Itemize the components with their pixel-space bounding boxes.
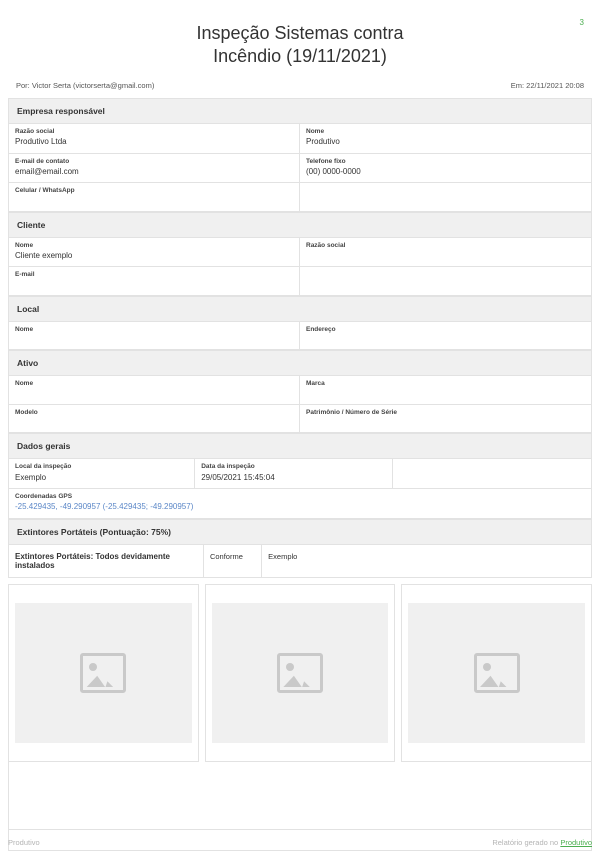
- page-number: 3: [579, 18, 584, 27]
- page-title-line2: Incêndio (19/11/2021): [213, 45, 387, 66]
- field-razao-social-label: Razão social: [15, 128, 55, 135]
- section-heading-dados-gerais: Dados gerais: [8, 433, 592, 459]
- photo-inner-3: [408, 603, 585, 743]
- field-cliente-email: [9, 267, 300, 294]
- extintores-item-label: Extintores Portáteis: Todos devidamente instalados: [9, 545, 204, 577]
- report-meta: [8, 67, 592, 90]
- field-ativo-patrimonio-value: [306, 417, 585, 427]
- extintores-photo-row: [8, 578, 592, 762]
- section-heading-extintores: Extintores Portáteis (Pontuação: 75%): [8, 519, 592, 545]
- dados-gerais-row-1: [8, 459, 592, 489]
- field-coordenadas-gps: [8, 489, 592, 520]
- field-cliente-razao-social: [300, 238, 591, 267]
- field-cliente-nome: [9, 238, 300, 267]
- field-celular-whatsapp-label: Celular / WhatsApp: [15, 187, 75, 195]
- page-title: [135, 0, 465, 67]
- field-cliente-email-label: E-mail: [15, 271, 35, 279]
- photo-placeholder-1: [8, 584, 199, 762]
- footer-brand: Produtivo: [8, 838, 40, 847]
- extintores-item-row: [8, 545, 592, 578]
- field-local-inspecao: [9, 459, 195, 488]
- empresa-row-3: [8, 183, 592, 211]
- ativo-row-1: [8, 376, 592, 404]
- cliente-empty-cell: [300, 267, 591, 294]
- field-telefone-fixo-value: (00) 0000-0000: [306, 167, 361, 177]
- field-ativo-marca-value: [306, 389, 585, 399]
- cliente-row-2: [8, 267, 592, 295]
- footer-credit-link[interactable]: Produtivo: [560, 838, 592, 847]
- empresa-empty-cell: [300, 183, 591, 210]
- field-email-contato: [9, 154, 300, 183]
- field-celular-whatsapp-value: [15, 196, 293, 206]
- field-data-inspecao-value: 29/05/2021 15:45:04: [201, 472, 275, 482]
- field-coordenadas-gps-value[interactable]: -25.429435, -49.290957 (-25.429435; -49.290957): [15, 502, 194, 512]
- field-cliente-nome-value: Cliente exemplo: [15, 251, 73, 261]
- field-local-inspecao-value: Exemplo: [15, 472, 47, 482]
- photo-inner-2: [212, 603, 389, 743]
- field-ativo-marca: [300, 376, 591, 403]
- empresa-row-1: [8, 124, 592, 154]
- page-footer: [8, 829, 592, 847]
- field-coordenadas-gps-label: Coordenadas GPS: [15, 492, 73, 500]
- extintores-item-note: Exemplo: [268, 552, 298, 562]
- extintores-item-status: Conforme: [204, 545, 262, 577]
- cliente-row-1: [8, 238, 592, 268]
- field-telefone-fixo-label: Telefone fixo: [306, 157, 346, 165]
- field-nome-empresa: [300, 124, 591, 153]
- field-data-inspecao-label: Data da inspeção: [201, 463, 255, 471]
- field-dados-gerais-extra: [393, 459, 591, 488]
- field-ativo-nome: [9, 376, 300, 403]
- section-heading-local: Local: [8, 296, 592, 322]
- field-cliente-nome-label: Nome: [15, 241, 34, 249]
- image-placeholder-icon: [474, 653, 520, 693]
- field-ativo-modelo-value: [15, 417, 293, 427]
- field-ativo-marca-label: Marca: [306, 380, 325, 388]
- footer-credit: [492, 838, 592, 847]
- report-date: Em: 22/11/2021 20:08: [510, 81, 584, 90]
- page-title-line1: Inspeção Sistemas contra: [196, 23, 404, 43]
- field-nome-empresa-label: Nome: [306, 128, 325, 135]
- section-heading-empresa: Empresa responsável: [8, 98, 592, 124]
- field-ativo-nome-value: [15, 389, 293, 399]
- field-email-contato-value: email@email.com: [15, 167, 79, 177]
- photo-inner-1: [15, 603, 192, 743]
- section-heading-cliente: Cliente: [8, 212, 592, 238]
- image-placeholder-icon: [80, 653, 126, 693]
- field-local-nome: [9, 322, 300, 349]
- local-row-1: [8, 322, 592, 350]
- field-data-inspecao: [195, 459, 393, 488]
- photo-placeholder-2: [205, 584, 396, 762]
- field-razao-social-value: Produtivo Ltda: [15, 137, 67, 147]
- field-local-nome-value: [15, 334, 293, 344]
- field-ativo-patrimonio-label: Patrimônio / Número de Série: [306, 408, 398, 416]
- field-local-endereco-value: [306, 334, 585, 344]
- field-email-contato-label: E-mail de contato: [15, 157, 70, 165]
- field-local-inspecao-label: Local da inspeção: [15, 463, 72, 471]
- image-placeholder-icon: [277, 653, 323, 693]
- field-local-nome-label: Nome: [15, 325, 34, 333]
- field-cliente-razao-social-label: Razão social: [306, 241, 346, 249]
- field-telefone-fixo: [300, 154, 591, 183]
- field-ativo-nome-label: Nome: [15, 380, 34, 388]
- empresa-row-2: [8, 154, 592, 184]
- field-dados-gerais-extra-value: [399, 463, 585, 473]
- report-author: Por: Victor Serta (victorserta@gmail.com): [16, 81, 155, 90]
- field-celular-whatsapp: [9, 183, 300, 210]
- field-nome-empresa-value: Produtivo: [306, 137, 340, 147]
- photo-placeholder-3: [401, 584, 592, 762]
- field-cliente-email-value: [15, 280, 293, 290]
- field-cliente-razao-social-value: [306, 250, 585, 260]
- field-ativo-modelo: [9, 405, 300, 432]
- field-local-endereco: [300, 322, 591, 349]
- field-razao-social: [9, 124, 300, 153]
- ativo-row-2: [8, 405, 592, 433]
- field-ativo-patrimonio: [300, 405, 591, 432]
- footer-credit-text: Relatório gerado no: [492, 838, 561, 847]
- section-heading-ativo: Ativo: [8, 350, 592, 376]
- field-local-endereco-label: Endereço: [306, 325, 336, 333]
- field-ativo-modelo-label: Modelo: [15, 408, 38, 416]
